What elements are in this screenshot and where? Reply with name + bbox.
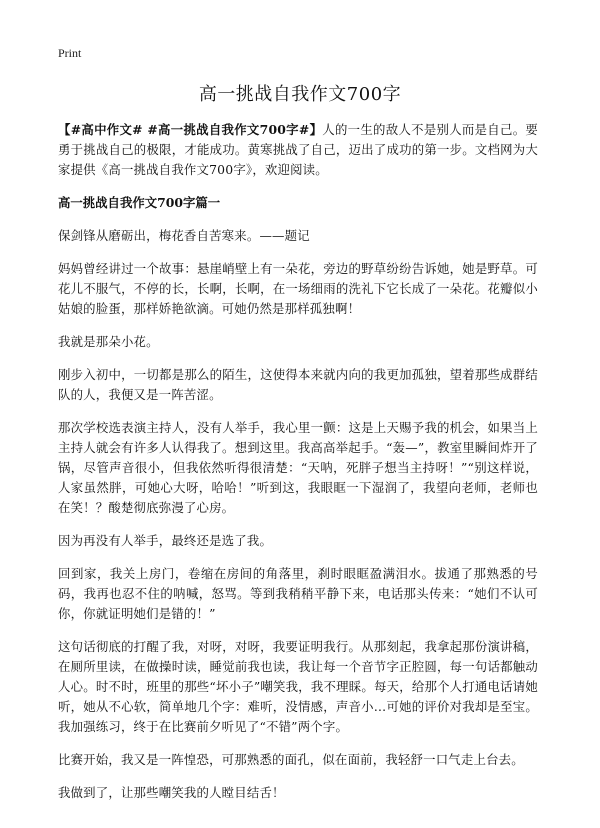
paragraph: 比赛开始，我又是一阵惶恐，可那熟悉的面孔，似在面前，我轻舒一口气走上台去。 [58,752,524,767]
page-title: 高一挑战自我作文700字 [198,84,402,105]
intro-text: 人的一生的敌人不是别人而是自己。要勇于挑战自己的极限，才能成功。黄寒挑战了自己，迈出了成功的第一步。文档网为大家提供《高一挑战自我作文700字》，欢迎阅读。 [58,122,538,177]
section-heading: 高一挑战自我作文700字篇一 [58,195,221,210]
paragraph: 那次学校选表演主持人，没有人举手，我心里一颤：这是上天赐予我的机会，如果当上主持人就会有许多人认得我了。想到这里。我高高举起手。“轰—”，教室里瞬间炸开了锅，尽管声音很小，但我依然听得很清楚：“天呐，死胖子想当主持呀！”“别这样说，人家虽然胖，可她心大呀，哈哈！”听到这，我眼眶一下湿润了，我望向老师，老师也在笑！？酸楚彻底弥漫了心房。 [58,420,538,515]
paragraph: 这句话彻底的打醒了我，对呀，对呀，我要证明我行。从那刻起，我拿起那份演讲稿，在厕所里读，在做操时读，睡觉前我也读，我让每一个音节字正腔圆，每一句话都触动人心。时不时，班里的那些“坏小子”嘲笑我，我不理睬。每天，给那个人打通电话请她听，她从不心软，简单地几个字：难听，没情感，声音小…可她的评价对我却是至宝。我加强练习，终于在比赛前夕听见了“不错”两个字。 [58,639,538,734]
paragraph: 我做到了，让那些嘲笑我的人瞠目结舌！ [58,785,285,800]
paragraph: 刚步入初中，一切都是那么的陌生，这使得本来就内向的我更加孤独，望着那些成群结队的人，我便又是一阵苦涩。 [58,367,538,402]
paragraph: 我就是那朵小花。 [58,334,159,349]
paragraph: 回到家，我关上房门，卷缩在房间的角落里，刹时眼眶盈满泪水。拔通了那熟悉的号码，我再也忍不住的呐喊，怒骂。等到我稍稍平静下来，电话那头传来：“她们不认可你，你就证明她们是错的！” [58,566,538,621]
paragraph: 保剑锋从磨砺出，梅花香自苦寒来。——题记 [58,228,310,243]
paragraph: 妈妈曾经讲过一个故事：悬崖峭壁上有一朵花，旁边的野草纷纷告诉她，她是野草。可花儿不服气，不停的长，长啊，长啊，在一场细雨的洗礼下它长成了一朵花。花瓣似小姑娘的脸蛋，那样娇艳欲滴。可她仍然是那样孤独啊！ [58,261,538,316]
intro-paragraph [58,120,538,180]
print-link[interactable]: Print [58,46,82,60]
article-body [58,120,538,816]
tag-line: 【#高中作文# #高一挑战自我作文700字#】 [58,122,323,137]
paragraph: 因为再没有人举手，最终还是选了我。 [58,533,273,548]
